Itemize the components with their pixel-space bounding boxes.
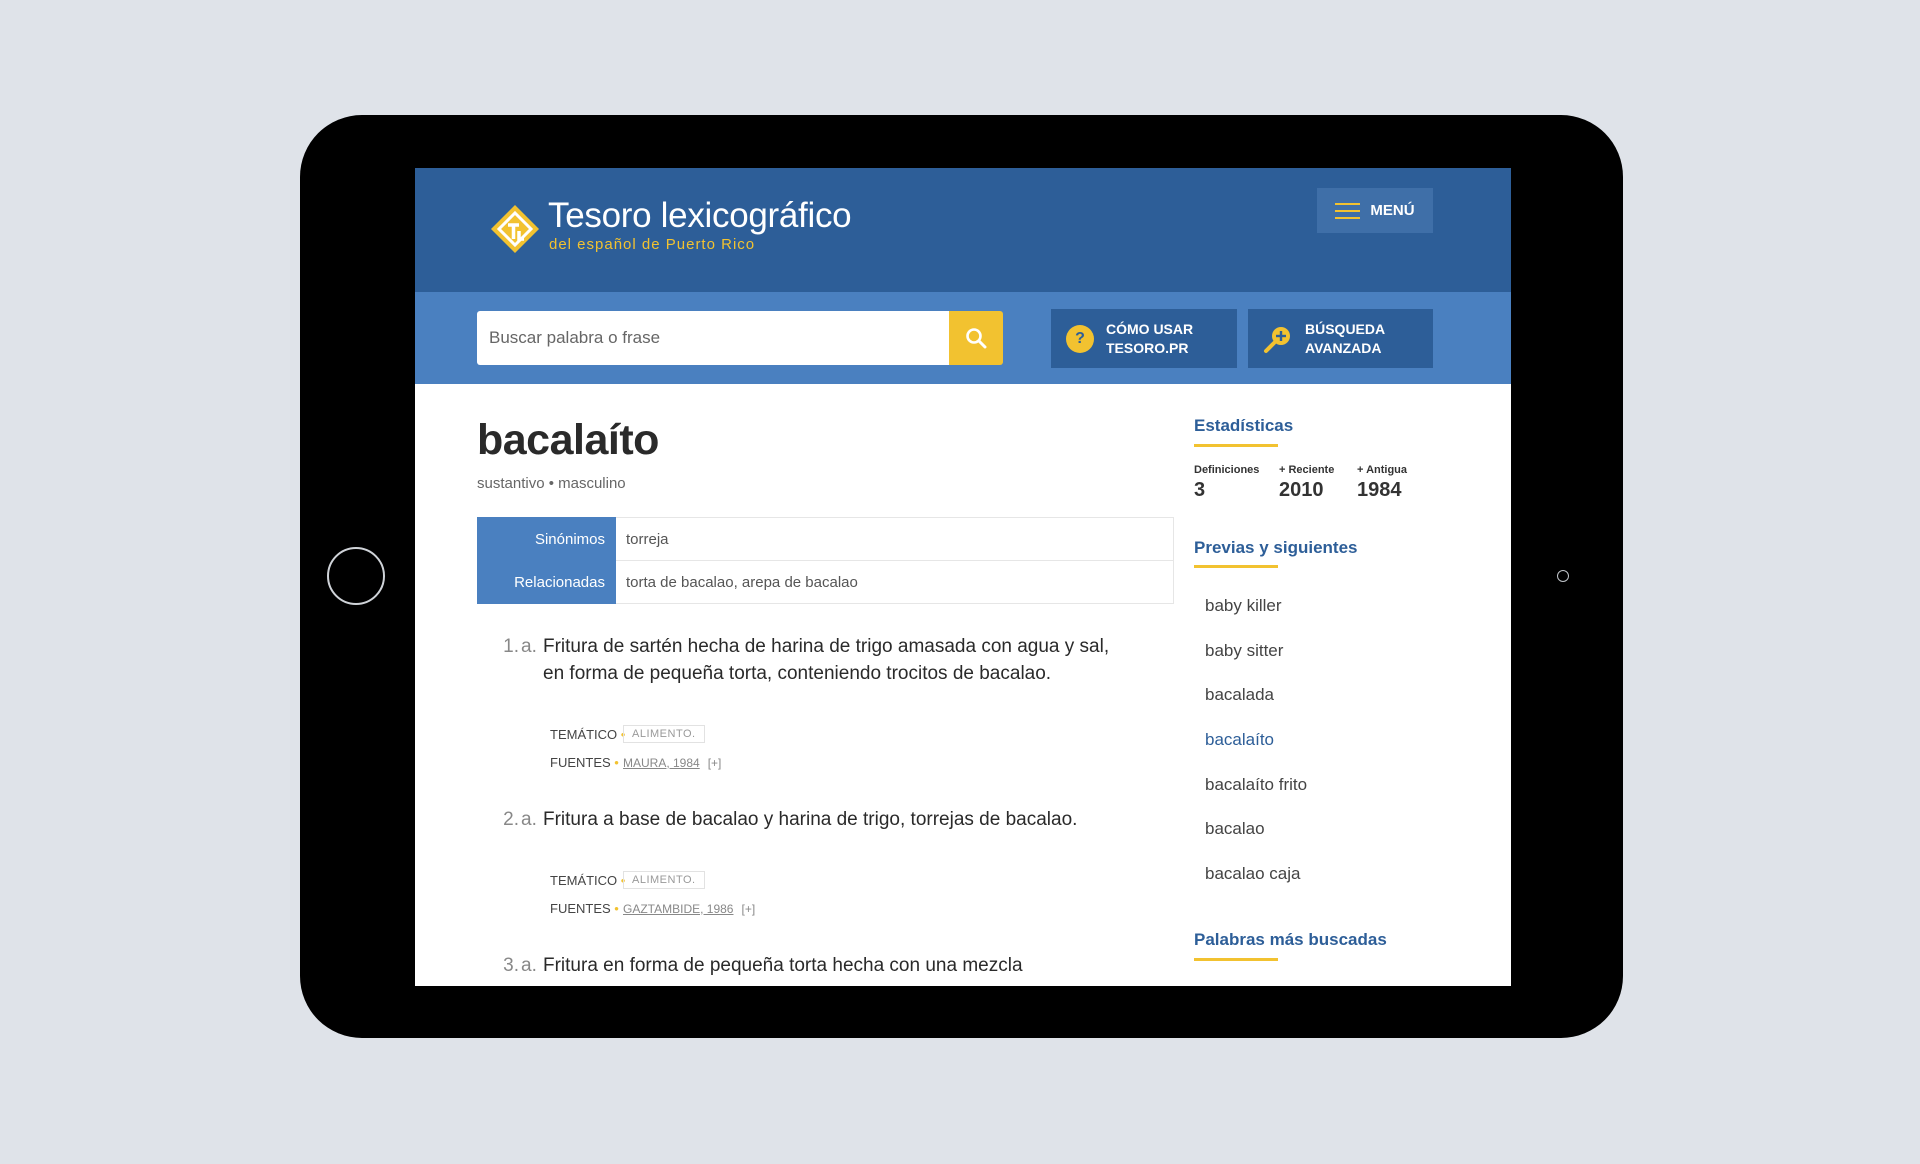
stats-title: Estadísticas: [1194, 416, 1294, 435]
nav-title-underline: [1194, 565, 1278, 568]
tematico-tag[interactable]: ALIMENTO.: [623, 725, 705, 743]
relations-table: [477, 517, 1174, 604]
search-button[interactable]: [949, 311, 1003, 365]
stat-recent: [1279, 464, 1334, 502]
tematico-label: TEMÁTICO: [550, 726, 618, 742]
search-input[interactable]: [477, 311, 950, 365]
tablet-camera: [1557, 570, 1569, 582]
nav-item[interactable]: bacalao caja: [1205, 864, 1301, 883]
menu-button[interactable]: [1317, 188, 1433, 233]
logo-icon[interactable]: [489, 203, 541, 255]
definition-1: [503, 633, 1111, 687]
definition-text: Fritura de sartén hecha de harina de trigo amasada con agua y sal, en forma de pequeña torta, conteniendo trocitos de bacalao.: [543, 636, 1110, 684]
stat-value: 2010: [1279, 479, 1324, 501]
advanced-search-button[interactable]: [1248, 309, 1433, 368]
logo-subtitle: del español de Puerto Rico: [549, 236, 756, 253]
nav-item[interactable]: bacalada: [1205, 685, 1275, 704]
nav-item[interactable]: baby killer: [1205, 596, 1282, 615]
source-link[interactable]: MAURA, 1984: [623, 755, 700, 770]
definition-sub: a.: [521, 809, 537, 830]
search-bar: [415, 292, 1511, 384]
synonyms-value[interactable]: torreja: [616, 518, 1174, 561]
fuentes-label: FUENTES: [550, 755, 611, 770]
how-to-line1: CÓMO USAR: [1106, 320, 1194, 337]
tematico-label: TEMÁTICO: [550, 872, 618, 888]
advanced-line2: AVANZADA: [1305, 339, 1382, 356]
screen: [415, 168, 1511, 986]
related-label: Relacionadas: [478, 561, 616, 604]
stat-label: + Antigua: [1357, 464, 1408, 476]
definition-2: [503, 806, 1111, 833]
entry-grammar: sustantivo • masculino: [477, 475, 626, 492]
synonyms-label: Sinónimos: [478, 518, 616, 561]
table-row: [478, 561, 1174, 604]
expand-sources-button[interactable]: [+]: [707, 755, 722, 770]
stat-definitions: [1194, 464, 1259, 502]
stat-label: Definiciones: [1194, 464, 1260, 476]
stat-label: + Reciente: [1279, 464, 1335, 476]
hamburger-icon: [1335, 203, 1360, 219]
how-to-line2: TESORO.PR: [1106, 339, 1189, 356]
table-row: [478, 518, 1174, 561]
stats-title-underline: [1194, 444, 1278, 447]
nav-item-current[interactable]: bacalaíto: [1205, 730, 1274, 749]
definition-1-fuentes: FUENTES • MAURA, 1984 [+]: [550, 755, 722, 770]
advanced-line1: BÚSQUEDA: [1305, 320, 1386, 337]
definition-sub: a.: [521, 955, 537, 976]
definition-2-tematico: TEMÁTICO • ALIMENTO.: [550, 871, 705, 889]
definition-2-fuentes: FUENTES • GAZTAMBIDE, 1986 [+]: [550, 901, 756, 916]
entry-headword: bacalaíto: [477, 416, 659, 464]
stat-oldest: [1357, 464, 1407, 502]
definition-3: [503, 952, 1111, 979]
definition-text: Fritura a base de bacalao y harina de trigo, torrejas de bacalao.: [543, 809, 1078, 830]
nav-item[interactable]: baby sitter: [1205, 641, 1284, 660]
logo-title[interactable]: Tesoro lexicográfico: [548, 196, 852, 235]
nav-item[interactable]: bacalao: [1205, 819, 1265, 838]
definition-number: 1.: [503, 636, 519, 657]
definition-1-tematico: TEMÁTICO • ALIMENTO.: [550, 725, 705, 743]
definition-number: 3.: [503, 955, 519, 976]
expand-sources-button[interactable]: [+]: [741, 901, 756, 916]
site-header: [415, 168, 1511, 292]
definition-text: Fritura en forma de pequeña torta hecha con una mezcla: [543, 955, 1023, 976]
how-to-use-button[interactable]: [1051, 309, 1237, 368]
magnifier-plus-icon: [1263, 324, 1293, 354]
stat-value: 3: [1194, 479, 1206, 501]
nav-item[interactable]: bacalaíto frito: [1205, 775, 1308, 794]
help-icon: ?: [1066, 325, 1094, 353]
stat-value: 1984: [1357, 479, 1402, 501]
nav-title: Previas y siguientes: [1194, 538, 1358, 557]
popular-title-underline: [1194, 958, 1278, 961]
tablet-home-button: [327, 547, 385, 605]
search-icon: [965, 327, 987, 349]
definition-number: 2.: [503, 809, 519, 830]
fuentes-label: FUENTES: [550, 901, 611, 916]
menu-label: MENÚ: [1370, 202, 1415, 219]
popular-title: Palabras más buscadas: [1194, 930, 1387, 949]
definition-sub: a.: [521, 636, 537, 657]
tematico-tag[interactable]: ALIMENTO.: [623, 871, 705, 889]
related-value[interactable]: torta de bacalao, arepa de bacalao: [616, 561, 1174, 604]
source-link[interactable]: GAZTAMBIDE, 1986: [623, 901, 734, 916]
